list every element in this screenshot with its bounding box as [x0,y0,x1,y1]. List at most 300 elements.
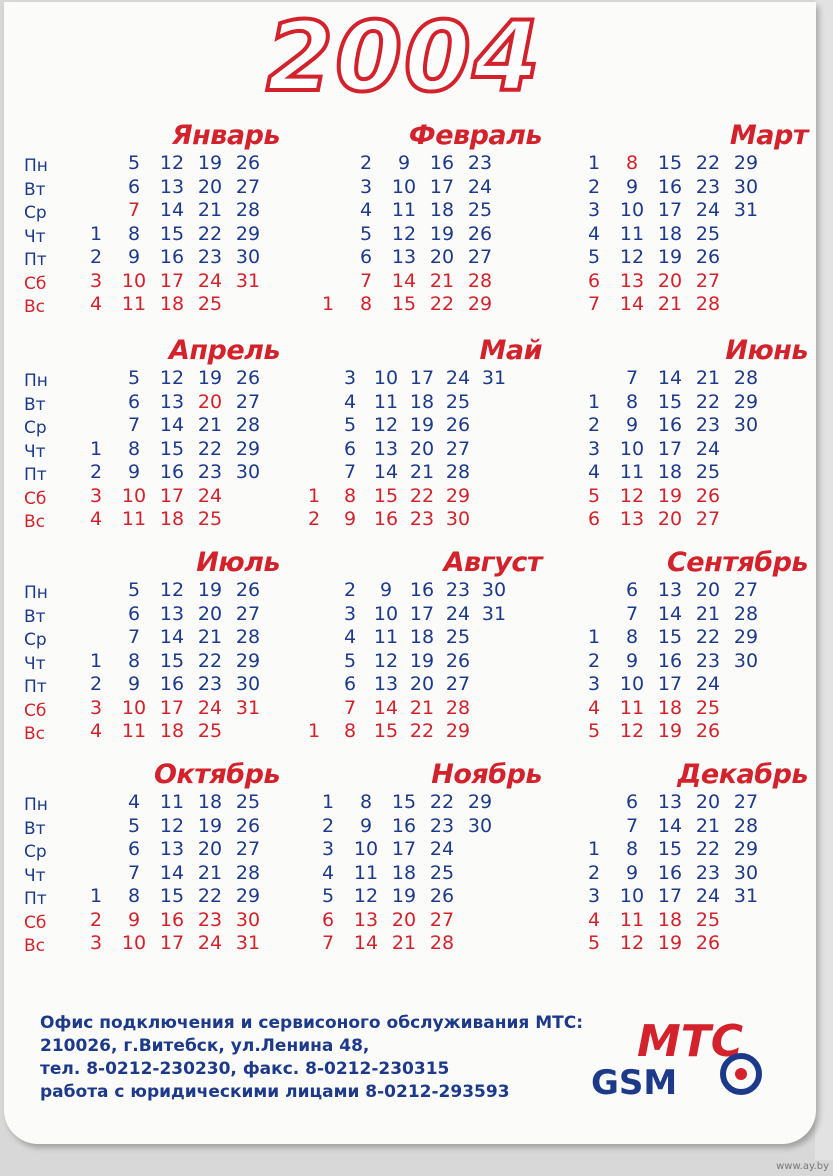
day-cell: 29 [445,484,471,507]
day-cell: 11 [121,293,147,315]
day-cell: 26 [235,152,261,174]
day-cell: 29 [467,791,493,813]
day-cell: 18 [657,696,683,719]
day-cell: 12 [619,720,645,742]
day-cell: 7 [321,932,335,954]
day-cell: 5 [127,579,141,601]
day-cell: 19 [657,720,683,742]
day-cell: 29 [733,838,759,860]
day-cell: 16 [373,508,399,530]
day-cell: 9 [127,461,141,483]
day-cell: 23 [695,649,721,672]
day-cell: 30 [235,908,261,931]
day-cell: 21 [409,461,435,483]
day-cell: 5 [587,484,601,507]
day-cell: 9 [625,861,639,884]
day-cell: 28 [445,696,471,719]
day-cell: 4 [359,199,373,221]
day-cell: 4 [89,293,103,315]
day-cell: 14 [159,626,185,648]
year-title [4,8,816,108]
day-cell: 24 [445,602,471,625]
day-cell: 16 [657,414,683,436]
day-cell: 1 [321,791,335,813]
day-cell: 19 [197,814,223,837]
day-cell: 23 [409,508,435,530]
day-cell: 24 [197,932,223,954]
day-cell: 12 [159,367,185,389]
day-cell: 8 [127,885,141,907]
day-cell: 22 [197,885,223,907]
day-cell: 4 [343,390,357,413]
day-cell: 25 [197,720,223,742]
day-cell: 2 [89,461,103,483]
day-cell: 14 [657,602,683,625]
day-cell: 19 [197,579,223,601]
day-label: Вт [24,818,46,839]
day-cell: 30 [733,414,759,436]
day-cell: 23 [197,673,223,695]
day-cell: 9 [625,414,639,436]
footer-contacts [40,1012,640,1104]
day-cell: 7 [127,414,141,436]
day-cell: 17 [159,696,185,719]
day-cell: 26 [695,720,721,742]
day-cell: 3 [89,696,103,719]
day-cell: 11 [391,199,417,221]
day-cell: 13 [657,791,683,813]
day-cell: 14 [657,367,683,389]
day-cell: 9 [625,175,639,198]
day-cell: 19 [197,367,223,389]
day-cell: 13 [159,838,185,860]
day-cell: 15 [159,885,185,907]
day-cell: 20 [695,791,721,813]
logo-mts-text: МТС [637,1016,744,1067]
day-cell: 28 [429,932,455,954]
day-cell: 1 [89,222,103,245]
day-cell: 3 [587,885,601,907]
month-7 [286,547,548,757]
month-title: Январь [171,120,280,151]
day-cell: 13 [657,579,683,601]
day-cell: 17 [409,602,435,625]
day-cell: 23 [445,579,471,601]
day-cell: 21 [391,932,417,954]
day-cell: 18 [409,626,435,648]
day-cell: 26 [445,649,471,672]
day-cell: 6 [343,673,357,695]
day-cell: 27 [445,437,471,460]
day-cell: 13 [159,390,185,413]
day-cell: 1 [89,437,103,460]
day-cell: 27 [467,246,493,268]
day-cell: 10 [619,437,645,460]
watermark: www.ay.by [776,1161,829,1172]
day-cell: 4 [89,720,103,742]
day-cell: 20 [391,908,417,931]
day-cell: 19 [657,932,683,954]
day-cell: 10 [353,838,379,860]
day-cell: 4 [321,861,335,884]
day-cell: 21 [197,199,223,221]
day-cell: 27 [695,508,721,530]
day-cell: 28 [733,602,759,625]
day-cell: 15 [657,390,683,413]
footer-line-phone: тел. 8-0212-230230, факс. 8-0212-230315 [40,1059,450,1079]
day-label: Пн [24,371,48,391]
day-cell: 18 [657,461,683,483]
day-cell: 13 [619,508,645,530]
day-cell: 17 [391,838,417,860]
day-cell: 24 [197,269,223,292]
day-cell: 20 [197,838,223,860]
day-cell: 7 [127,199,141,221]
day-cell: 8 [625,626,639,648]
day-cell: 29 [445,720,471,742]
day-cell: 20 [657,269,683,292]
day-cell: 12 [619,484,645,507]
mts-gsm-logo [589,1014,799,1104]
day-cell: 18 [197,791,223,813]
day-cell: 7 [625,367,639,389]
day-cell: 25 [695,461,721,483]
day-cell: 17 [159,484,185,507]
day-cell: 6 [587,269,601,292]
month-4 [286,335,548,545]
day-cell: 27 [429,908,455,931]
day-cell: 28 [235,414,261,436]
day-cell: 2 [587,861,601,884]
day-cell: 4 [587,222,601,245]
day-cell: 29 [467,293,493,315]
day-cell: 15 [391,791,417,813]
day-cell: 6 [127,175,141,198]
day-cell: 13 [373,437,399,460]
day-cell: 25 [429,861,455,884]
day-cell: 12 [391,222,417,245]
day-cell: 3 [587,673,601,695]
day-cell: 7 [343,696,357,719]
day-cell: 15 [373,720,399,742]
day-cell: 14 [159,861,185,884]
day-cell: 9 [359,814,373,837]
day-label: Пт [24,677,47,697]
day-cell: 16 [159,673,185,695]
month-title: Март [729,120,808,151]
day-cell: 18 [429,199,455,221]
day-cell: 17 [657,673,683,695]
day-label: Сб [24,700,47,721]
month-6 [24,547,286,757]
day-cell: 25 [445,390,471,413]
day-cell: 16 [391,814,417,837]
day-cell: 1 [587,626,601,648]
day-label: Сб [24,912,47,933]
day-cell: 8 [343,720,357,742]
day-cell: 31 [235,696,261,719]
day-cell: 15 [373,484,399,507]
day-cell: 31 [481,367,507,389]
day-cell: 17 [159,932,185,954]
day-cell: 27 [235,175,261,198]
day-cell: 7 [343,461,357,483]
day-cell: 2 [321,814,335,837]
day-cell: 1 [587,152,601,174]
day-cell: 9 [127,908,141,931]
day-cell: 24 [695,673,721,695]
day-cell: 28 [235,199,261,221]
day-cell: 12 [373,649,399,672]
calendar-card [4,2,816,1144]
day-cell: 7 [359,269,373,292]
day-cell: 22 [197,222,223,245]
day-cell: 24 [429,838,455,860]
day-cell: 2 [89,673,103,695]
card-edge [815,0,833,1160]
day-cell: 1 [321,293,335,315]
day-cell: 11 [121,720,147,742]
day-cell: 23 [197,908,223,931]
day-cell: 5 [587,932,601,954]
day-label: Чт [24,441,46,462]
day-cell: 11 [373,390,399,413]
day-cell: 1 [587,838,601,860]
day-cell: 17 [409,367,435,389]
day-cell: 18 [409,390,435,413]
day-label: Вс [24,724,46,744]
day-cell: 8 [127,437,141,460]
day-cell: 28 [467,269,493,292]
day-cell: 23 [429,814,455,837]
day-cell: 3 [89,484,103,507]
day-cell: 24 [695,199,721,221]
day-cell: 29 [733,626,759,648]
day-cell: 23 [695,414,721,436]
day-cell: 23 [197,461,223,483]
month-title: Февраль [408,120,542,151]
day-cell: 7 [127,626,141,648]
day-label: Сб [24,488,47,509]
day-label: Ср [24,203,47,223]
month-title: Август [443,547,542,578]
day-cell: 10 [373,367,399,389]
day-cell: 27 [235,602,261,625]
month-title: Ноябрь [431,759,542,790]
day-cell: 27 [733,579,759,601]
day-cell: 7 [127,861,141,884]
day-cell: 4 [587,461,601,483]
day-label: Пт [24,465,47,485]
day-cell: 25 [467,199,493,221]
day-cell: 12 [159,152,185,174]
day-cell: 22 [695,838,721,860]
day-cell: 12 [619,932,645,954]
day-cell: 14 [373,696,399,719]
day-cell: 8 [359,293,373,315]
day-cell: 16 [657,861,683,884]
day-cell: 27 [235,390,261,413]
day-cell: 11 [619,461,645,483]
day-cell: 23 [467,152,493,174]
day-cell: 9 [127,246,141,268]
day-cell: 3 [89,269,103,292]
month-title: Декабрь [677,759,808,790]
day-cell: 26 [695,246,721,268]
day-cell: 13 [159,175,185,198]
day-cell: 18 [159,508,185,530]
day-cell: 27 [695,269,721,292]
day-cell: 22 [695,152,721,174]
day-cell: 2 [359,152,373,174]
day-cell: 4 [89,508,103,530]
day-cell: 26 [235,814,261,837]
day-cell: 30 [235,246,261,268]
day-cell: 5 [127,152,141,174]
day-cell: 18 [391,861,417,884]
day-cell: 6 [321,908,335,931]
day-cell: 6 [127,390,141,413]
day-cell: 17 [657,885,683,907]
day-cell: 24 [467,175,493,198]
day-label: Вт [24,394,46,415]
day-cell: 14 [391,269,417,292]
day-cell: 12 [159,579,185,601]
day-cell: 17 [429,175,455,198]
day-cell: 9 [397,152,411,174]
day-cell: 10 [619,885,645,907]
day-cell: 1 [587,390,601,413]
day-cell: 5 [587,246,601,268]
day-cell: 2 [89,246,103,268]
day-cell: 19 [409,414,435,436]
day-cell: 30 [481,579,507,601]
day-cell: 9 [625,649,639,672]
footer-line-address: 210026, г.Витебск, ул.Ленина 48, [40,1036,370,1056]
day-cell: 26 [429,885,455,907]
day-cell: 9 [343,508,357,530]
day-cell: 11 [353,861,379,884]
month-9 [24,759,286,969]
day-cell: 5 [587,720,601,742]
day-cell: 30 [445,508,471,530]
day-cell: 31 [481,602,507,625]
day-cell: 5 [321,885,335,907]
day-cell: 25 [197,508,223,530]
day-cell: 1 [89,649,103,672]
day-cell: 26 [695,932,721,954]
day-label: Вт [24,606,46,627]
day-cell: 24 [445,367,471,389]
day-cell: 10 [619,199,645,221]
day-cell: 25 [695,696,721,719]
year-title-svg [4,8,816,108]
day-cell: 13 [159,602,185,625]
day-cell: 30 [733,861,759,884]
day-cell: 12 [373,414,399,436]
day-cell: 16 [159,461,185,483]
day-label: Чт [24,865,46,886]
day-cell: 27 [235,838,261,860]
day-cell: 11 [619,908,645,931]
day-cell: 1 [307,484,321,507]
day-label: Вс [24,512,46,532]
day-cell: 13 [619,269,645,292]
day-cell: 30 [235,673,261,695]
day-cell: 29 [235,437,261,460]
day-cell: 8 [359,791,373,813]
day-cell: 5 [127,367,141,389]
day-cell: 31 [235,932,261,954]
day-cell: 18 [159,720,185,742]
day-cell: 6 [359,246,373,268]
day-cell: 17 [657,199,683,221]
day-cell: 5 [127,814,141,837]
day-cell: 30 [467,814,493,837]
day-label: Ср [24,418,47,438]
day-cell: 1 [307,720,321,742]
day-cell: 12 [353,885,379,907]
day-cell: 15 [159,649,185,672]
day-cell: 27 [733,791,759,813]
day-cell: 21 [695,602,721,625]
day-cell: 22 [197,649,223,672]
day-label: Вс [24,936,46,956]
day-cell: 24 [695,437,721,460]
month-title: Октябрь [153,759,280,790]
day-cell: 2 [89,908,103,931]
day-cell: 25 [235,791,261,813]
day-cell: 15 [657,152,683,174]
month-3 [24,335,286,545]
day-cell: 20 [429,246,455,268]
month-title: Сентябрь [666,547,808,578]
day-cell: 11 [159,791,185,813]
day-cell: 13 [353,908,379,931]
day-cell: 26 [235,579,261,601]
day-cell: 8 [625,838,639,860]
month-title: Апрель [168,335,280,366]
day-cell: 22 [409,484,435,507]
day-cell: 16 [429,152,455,174]
day-cell: 13 [391,246,417,268]
day-cell: 21 [695,814,721,837]
month-2 [552,120,814,330]
day-cell: 28 [235,861,261,884]
month-0 [24,120,286,330]
year-text: 2004 [266,8,542,108]
day-cell: 10 [373,602,399,625]
day-label: Ср [24,630,47,650]
day-label: Пн [24,156,48,176]
day-cell: 14 [159,414,185,436]
day-cell: 8 [127,222,141,245]
day-cell: 15 [159,222,185,245]
day-cell: 16 [409,579,435,601]
day-label: Пт [24,889,47,909]
day-cell: 5 [343,414,357,436]
month-11 [552,759,814,969]
day-cell: 3 [343,602,357,625]
day-cell: 20 [409,437,435,460]
day-cell: 3 [321,838,335,860]
day-label: Вт [24,179,46,200]
day-label: Сб [24,273,47,294]
day-label: Чт [24,226,46,247]
day-cell: 31 [733,885,759,907]
day-cell: 25 [445,626,471,648]
day-cell: 14 [159,199,185,221]
